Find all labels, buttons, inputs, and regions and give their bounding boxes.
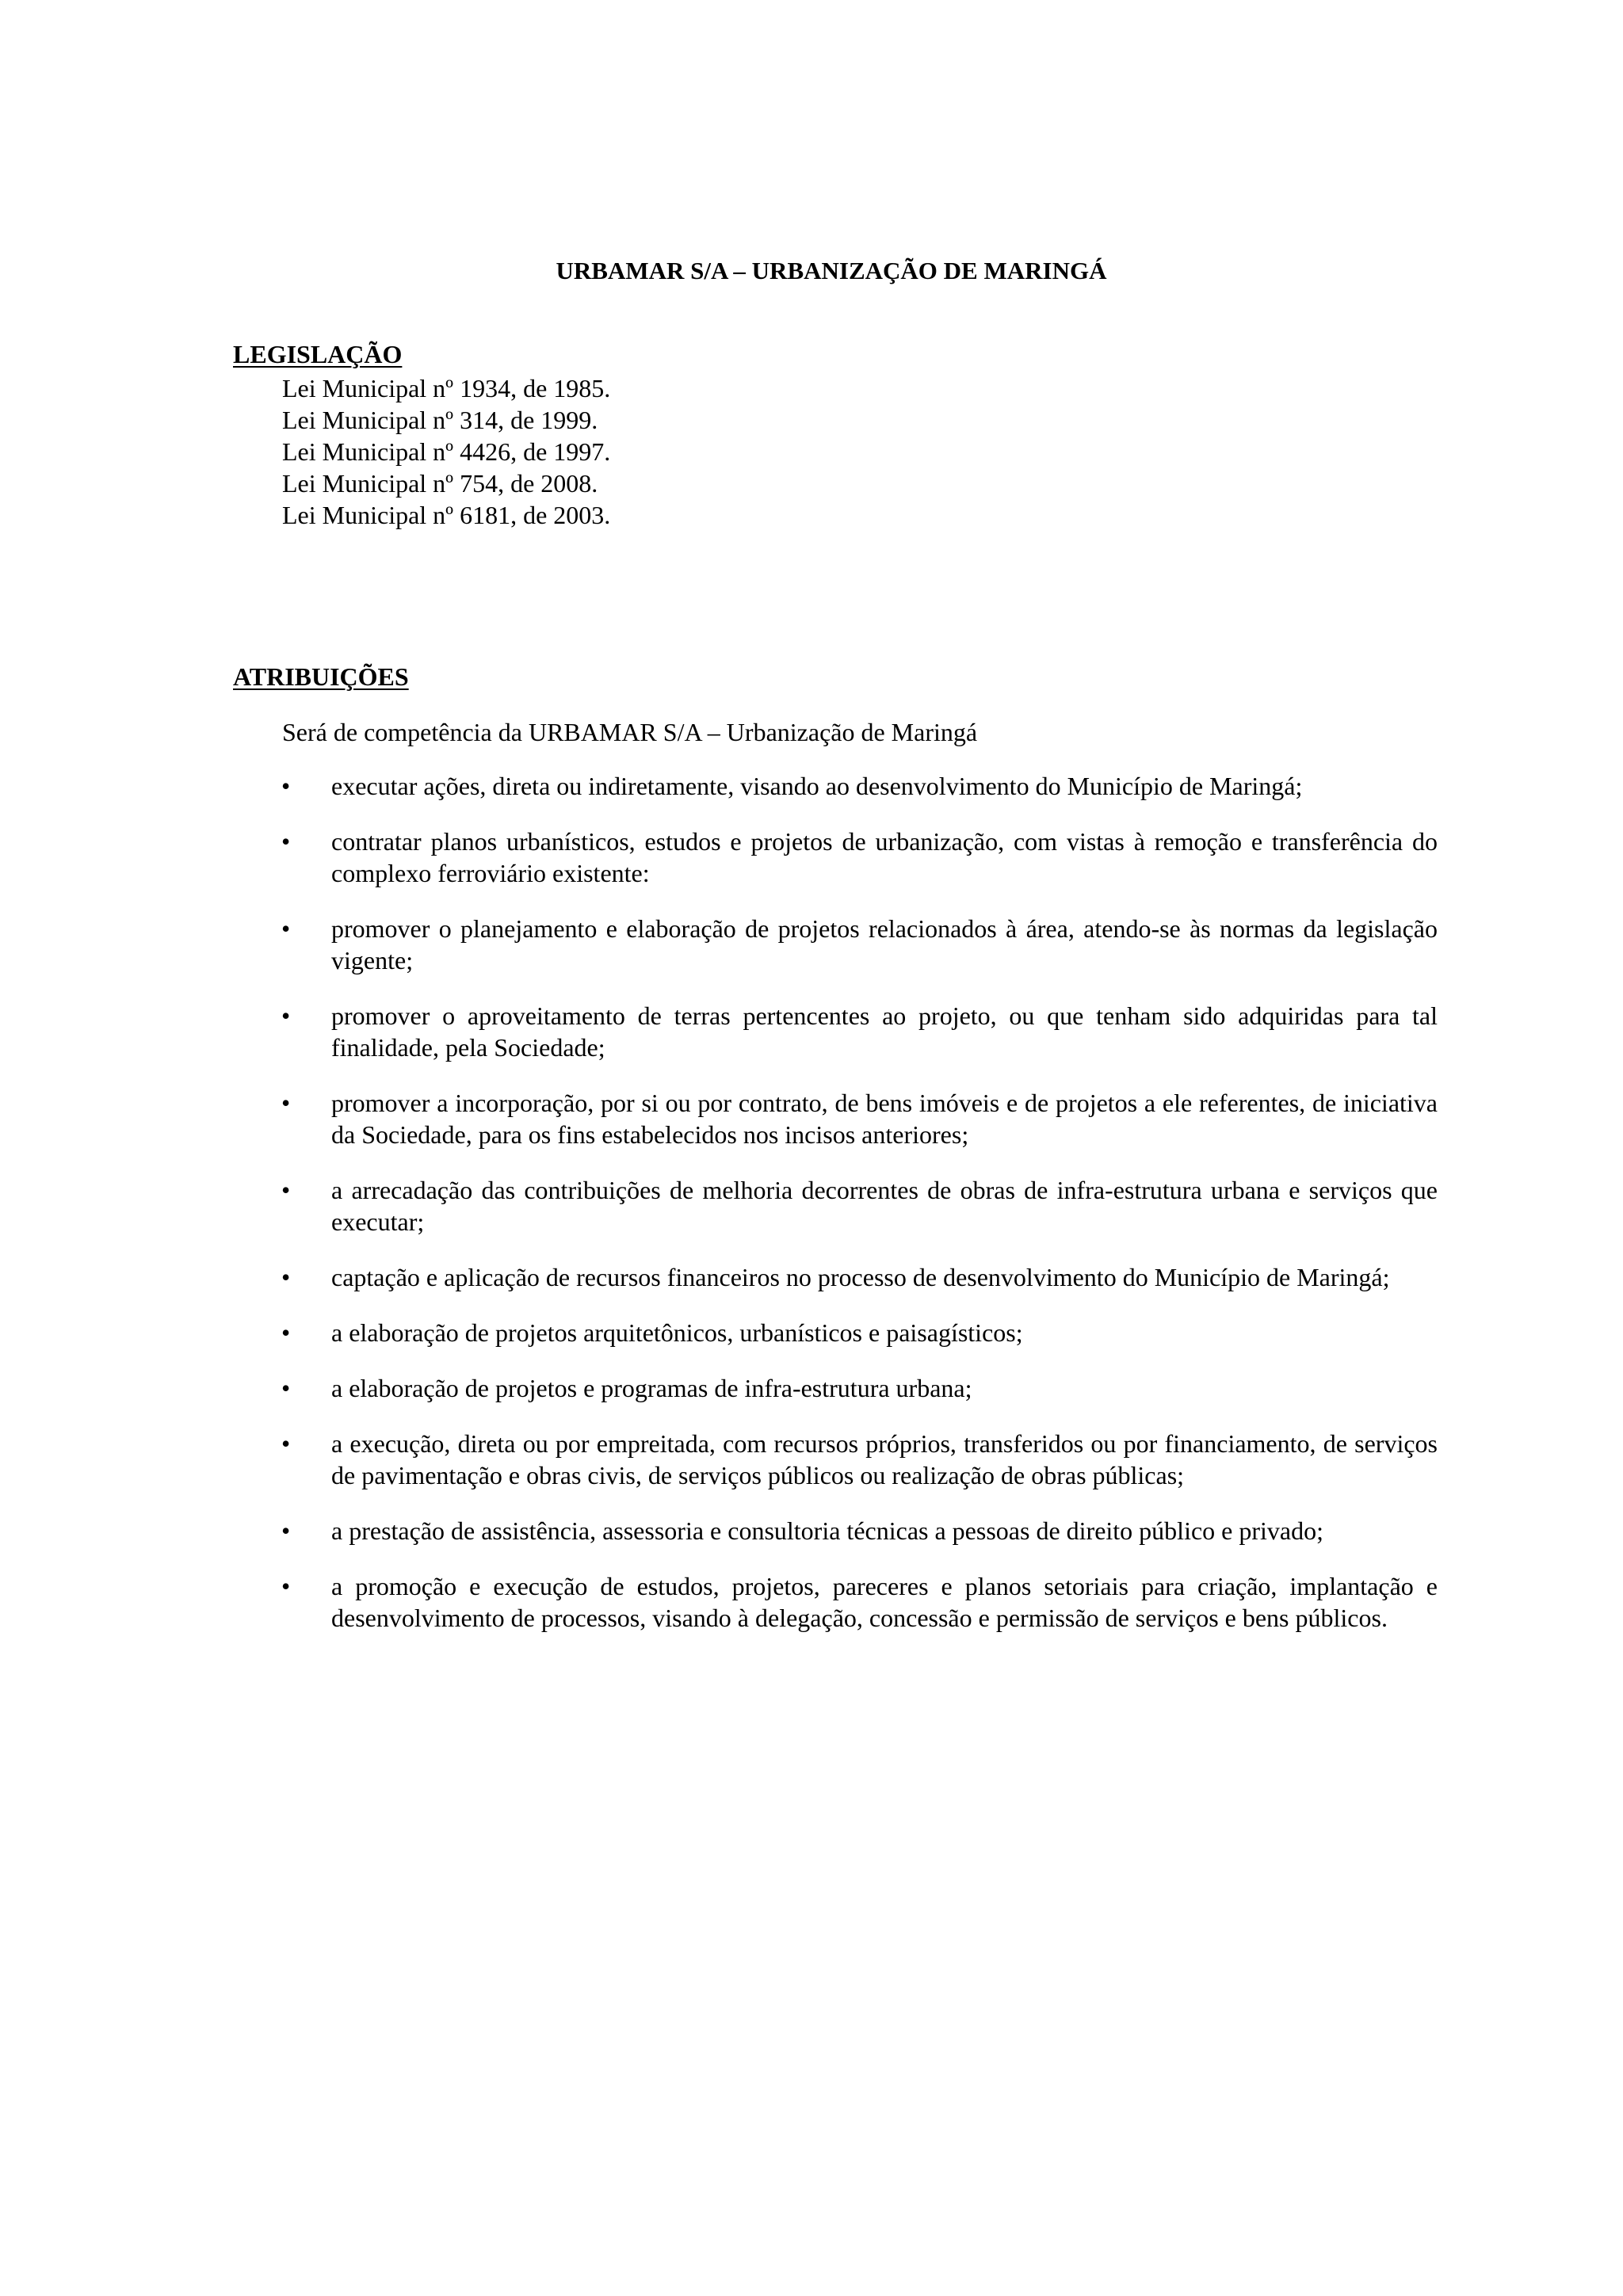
attribution-item: [233, 1174, 1438, 1238]
law-item: Lei Municipal nº 314, de 1999.: [282, 406, 598, 434]
bullet-icon: •: [281, 914, 291, 943]
bullet-icon: •: [281, 1089, 291, 1117]
bullet-icon: •: [281, 1572, 291, 1600]
bullet-icon: •: [281, 1318, 291, 1347]
attribution-item: [233, 913, 1438, 976]
bullet-icon: •: [281, 1516, 291, 1545]
attribution-item: [233, 1372, 1438, 1404]
bullet-icon: •: [281, 827, 291, 856]
legislation-list: [282, 372, 610, 531]
law-item: Lei Municipal nº 4426, de 1997.: [282, 437, 611, 466]
attribution-text: a prestação de assistência, assessoria e consultoria técnicas a pessoas de direito público e privado;: [331, 1516, 1323, 1545]
law-item: Lei Municipal nº 6181, de 2003.: [282, 501, 611, 529]
attribution-item: [233, 1317, 1438, 1348]
bullet-icon: •: [281, 1176, 291, 1204]
legislation-heading: LEGISLAÇÃO: [233, 340, 403, 368]
attribution-text: captação e aplicação de recursos financeiros no processo de desenvolvimento do Município de Maringá;: [331, 1263, 1390, 1291]
attribution-item: [233, 1570, 1438, 1634]
document-title: URBAMAR S/A – URBANIZAÇÃO DE MARINGÁ: [556, 257, 1107, 284]
attribution-text: promover o planejamento e elaboração de projetos relacionados à área, atendo-se às normas da legislação vigente;: [331, 914, 1438, 974]
attribution-text: a elaboração de projetos e programas de infra-estrutura urbana;: [331, 1374, 972, 1402]
attribution-text: promover o aproveitamento de terras pertencentes ao projeto, ou que tenham sido adquiridas para tal finalidade, pela Sociedade;: [331, 1001, 1438, 1062]
attribution-text: a execução, direta ou por empreitada, com recursos próprios, transferidos ou por financiamento, de serviços de pavimentação e obras civis, de serviços públicos ou realização de obras públicas;: [331, 1429, 1438, 1489]
attribution-text: contratar planos urbanísticos, estudos e projetos de urbanização, com vistas à remoção e transferência do complexo ferroviário existente:: [331, 827, 1438, 887]
attribution-item: [233, 1515, 1438, 1547]
bullet-icon: •: [281, 1263, 291, 1291]
bullet-icon: •: [281, 1429, 291, 1458]
attributions-heading: ATRIBUIÇÕES: [233, 662, 409, 691]
attribution-item: [233, 826, 1438, 889]
bullet-icon: •: [281, 1001, 291, 1030]
attribution-item: [233, 770, 1438, 802]
law-item: Lei Municipal nº 754, de 2008.: [282, 469, 598, 498]
attribution-text: executar ações, direta ou indiretamente, visando ao desenvolvimento do Município de Maringá;: [331, 772, 1303, 800]
bullet-icon: •: [281, 772, 291, 800]
attribution-item: [233, 1087, 1438, 1150]
attribution-item: [233, 1428, 1438, 1491]
attribution-item: [233, 1000, 1438, 1063]
attribution-text: promover a incorporação, por si ou por contrato, de bens imóveis e de projetos a ele referentes, de iniciativa da Sociedade, para os fins estabelecidos nos incisos anteriores;: [331, 1089, 1438, 1149]
attribution-text: a elaboração de projetos arquitetônicos, urbanísticos e paisagísticos;: [331, 1318, 1023, 1347]
attribution-item: [233, 1261, 1438, 1293]
attribution-text: a arrecadação das contribuições de melhoria decorrentes de obras de infra-estrutura urbana e serviços que executar;: [331, 1176, 1438, 1236]
bullet-icon: •: [281, 1374, 291, 1402]
attribution-text: a promoção e execução de estudos, projetos, pareceres e planos setoriais para criação, implantação e desenvolvimento de processos, visando à delegação, concessão e permissão de serviços e bens públicos.: [331, 1572, 1438, 1632]
attributions-list: [233, 770, 1438, 1657]
attributions-intro: Será de competência da URBAMAR S/A – Urbanização de Maringá: [282, 718, 978, 746]
law-item: Lei Municipal nº 1934, de 1985.: [282, 374, 611, 402]
